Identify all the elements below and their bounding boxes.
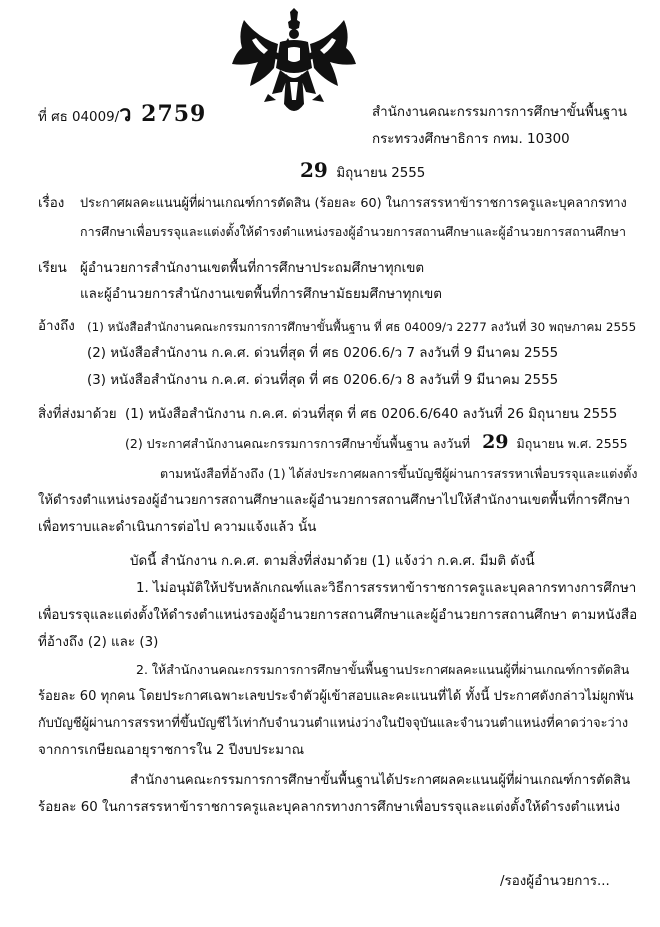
body-p3-line-3: ที่อ้างถึง (2) และ (3)	[38, 635, 159, 650]
body-p5-line-1: สำนักงานคณะกรรมการการศึกษาขั้นพื้นฐานได้ประกาศผลคะแนนผู้ที่ผ่านเกณฑ์การตัดสิน	[130, 773, 631, 788]
enclosures-label: สิ่งที่ส่งมาด้วย	[38, 407, 117, 422]
enclosure-item-2	[125, 432, 628, 454]
references-label: อ้างถึง	[38, 319, 75, 334]
body-p4-line-3: กับบัญชีผู้ผ่านการสรรหาที่ขึ้นบัญชีไว้เท่ากับจำนวนตำแหน่งว่างในปัจจุบันและจำนวนตำแหน่งที่คาดว่าจะว่าง	[38, 716, 629, 731]
issuer-line-2: กระทรวงศึกษาธิการ กทม. 10300	[372, 132, 570, 147]
body-p4-line-4: จากการเกษียณอายุราชการใน 2 ปีงบประมาณ	[38, 743, 305, 758]
body-p3-line-1: 1. ไม่อนุมัติให้ปรับหลักเกณฑ์และวิธีการสรรหาข้าราชการครูและบุคลากรทางการศึกษา	[136, 581, 637, 596]
subject-line-2: การศึกษาเพื่อบรรจุและแต่งตั้งให้ดำรงตำแหน่งรองผู้อำนวยการสถานศึกษาและผู้อำนวยการสถานศึกษา	[80, 224, 626, 239]
subject-line-1: ประกาศผลคะแนนผู้ที่ผ่านเกณฑ์การตัดสิน (ร้อยละ 60) ในการสรรหาข้าราชการครูและบุคลากรทาง	[80, 196, 627, 211]
body-p4-line-2: ร้อยละ 60 ทุกคน โดยประกาศเฉพาะเลขประจำตัวผู้เข้าสอบและคะแนนที่ได้ ทั้งนี้ ประกาศดังกล่าวไม่ผูกพัน	[38, 689, 634, 704]
date-day-handwritten: 29	[300, 158, 328, 182]
body-p2: บัดนี้ สำนักงาน ก.ค.ศ. ตามสิ่งที่ส่งมาด้วย (1) แจ้งว่า ก.ค.ศ. มีมติ ดังนี้	[130, 554, 535, 569]
enclosure-item-2-suffix: มิถุนายน พ.ศ. 2555	[516, 436, 628, 451]
date-month-year: มิถุนายน 2555	[336, 166, 426, 181]
body-p3-line-2: เพื่อบรรจุและแต่งตั้งให้ดำรงตำแหน่งรองผู้อำนวยการสถานศึกษาและผู้อำนวยการสถานศึกษา ตามหนังสือ	[38, 608, 638, 623]
subject-label: เรื่อง	[38, 196, 65, 211]
document-number	[38, 96, 206, 131]
body-p1-line-3: เพื่อทราบและดำเนินการต่อไป ความแจ้งแล้ว นั้น	[38, 520, 317, 535]
recipient-line-1: ผู้อำนวยการสำนักงานเขตพื้นที่การศึกษาประถมศึกษาทุกเขต	[80, 261, 425, 276]
recipient-label: เรียน	[38, 261, 67, 276]
reference-item-2: (2) หนังสือสำนักงาน ก.ค.ศ. ด่วนที่สุด ที่ ศธ 0206.6/ว 7 ลงวันที่ 9 มีนาคม 2555	[87, 346, 559, 361]
enclosure-item-1: (1) หนังสือสำนักงาน ก.ค.ศ. ด่วนที่สุด ที่ ศธ 0206.6/640 ลงวันที่ 26 มิถุนายน 2555	[125, 407, 618, 422]
body-p1-line-1: ตามหนังสือที่อ้างถึง (1) ได้ส่งประกาศผลการขึ้นบัญชีผู้ผ่านการสรรหาเพื่อบรรจุและแต่งตั้ง	[160, 466, 638, 481]
reference-item-3: (3) หนังสือสำนักงาน ก.ค.ศ. ด่วนที่สุด ที่ ศธ 0206.6/ว 8 ลงวันที่ 9 มีนาคม 2555	[87, 373, 559, 388]
issuer-line-1: สำนักงานคณะกรรมการการศึกษาขั้นพื้นฐาน	[372, 105, 627, 120]
body-p4-line-1: 2. ให้สำนักงานคณะกรรมการการศึกษาขั้นพื้นฐานประกาศผลคะแนนผู้ที่ผ่านเกณฑ์การตัดสิน	[136, 662, 630, 677]
reference-item-1: (1) หนังสือสำนักงานคณะกรรมการการศึกษาขั้นพื้นฐาน ที่ ศธ 04009/ว 2277 ลงวันที่ 30 พฤษภาคม 2555	[87, 320, 637, 334]
document-date	[300, 158, 425, 183]
recipient-line-2: และผู้อำนวยการสำนักงานเขตพื้นที่การศึกษามัธยมศึกษาทุกเขต	[80, 287, 442, 302]
document-number-prefix: ที่ ศธ 04009/	[38, 110, 120, 125]
enclosure-item-2-day-handwritten: 29	[482, 431, 509, 453]
body-p5-line-2: ร้อยละ 60 ในการสรรหาข้าราชการครูและบุคลากรทางการศึกษาเพื่อบรรจุและแต่งตั้งให้ดำรงตำแหน่ง	[38, 800, 621, 815]
continuation-marker: /รองผู้อำนวยการ...	[500, 874, 610, 889]
body-p1-line-2: ให้ดำรงตำแหน่งรองผู้อำนวยการสถานศึกษาและผู้อำนวยการสถานศึกษาไปให้สำนักงานเขตพื้นที่การศึกษา	[38, 493, 631, 508]
document-number-handwritten: ว 2759	[119, 101, 207, 127]
enclosure-item-2-prefix: (2) ประกาศสำนักงานคณะกรรมการการศึกษาขั้นพื้นฐาน ลงวันที่	[125, 436, 471, 451]
garuda-emblem	[228, 8, 360, 128]
